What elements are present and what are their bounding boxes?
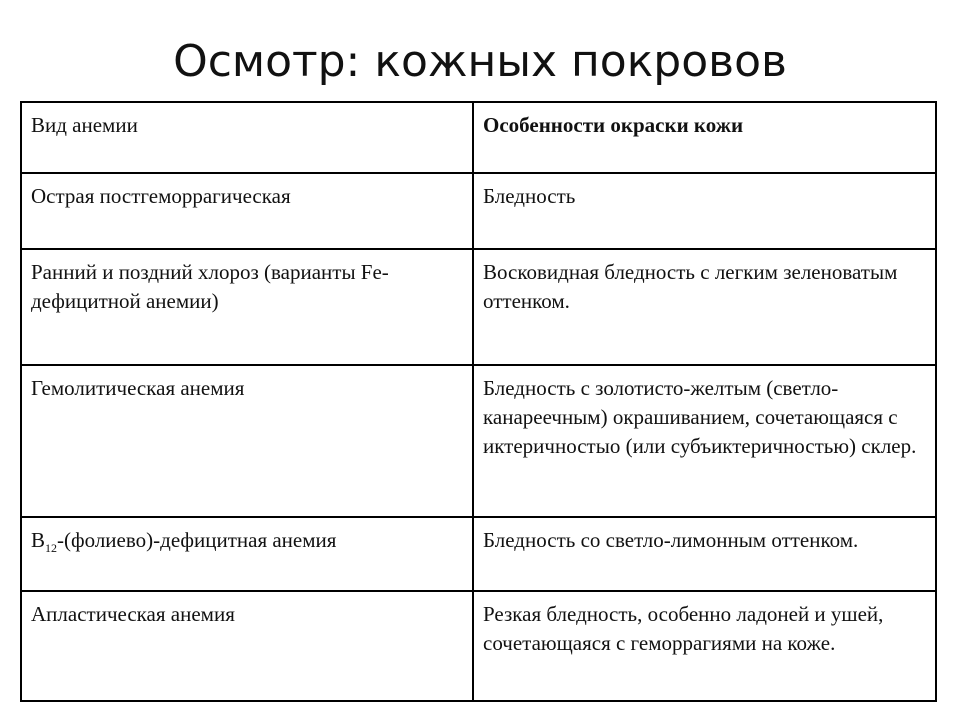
cell-anemia-type: Острая постгеморрагическая <box>21 173 473 249</box>
cell-skin-color: Резкая бледность, особенно ладоней и ушей, сочетающаяся с геморрагиями на коже. <box>473 591 936 701</box>
anemia-skin-table <box>20 101 937 702</box>
cell-anemia-type: Гемолитическая анемия <box>21 365 473 517</box>
table-row <box>21 365 936 517</box>
table-row <box>21 591 936 701</box>
cell-skin-color: Бледность со светло-лимонным оттенком. <box>473 517 936 591</box>
cell-anemia-type <box>21 517 473 591</box>
table-row <box>21 249 936 365</box>
cell-anemia-type: Ранний и поздний хлороз (варианты Fe-дефицитной анемии) <box>21 249 473 365</box>
cell-skin-color: Бледность с золотисто-желтым (светло-канареечным) окрашиванием, сочетающаяся с иктеричностыо (или субъиктеричностью) склер. <box>473 365 936 517</box>
slide-title: Осмотр: кожных покровов <box>173 36 787 87</box>
table-row <box>21 173 936 249</box>
cell-anemia-type: Апластическая анемия <box>21 591 473 701</box>
b12-rest: -(фолиево)-дефицитная анемия <box>57 528 337 552</box>
b12-subscript: 12 <box>45 541 58 556</box>
header-skin-color: Особенности окраски кожи <box>473 102 936 173</box>
header-anemia-type: Вид анемии <box>21 102 473 173</box>
table-row <box>21 517 936 591</box>
table-header-row <box>21 102 936 173</box>
cell-skin-color: Бледность <box>473 173 936 249</box>
cell-skin-color: Восковидная бледность с легким зеленоватым оттенком. <box>473 249 936 365</box>
b12-letter: B <box>31 528 46 552</box>
